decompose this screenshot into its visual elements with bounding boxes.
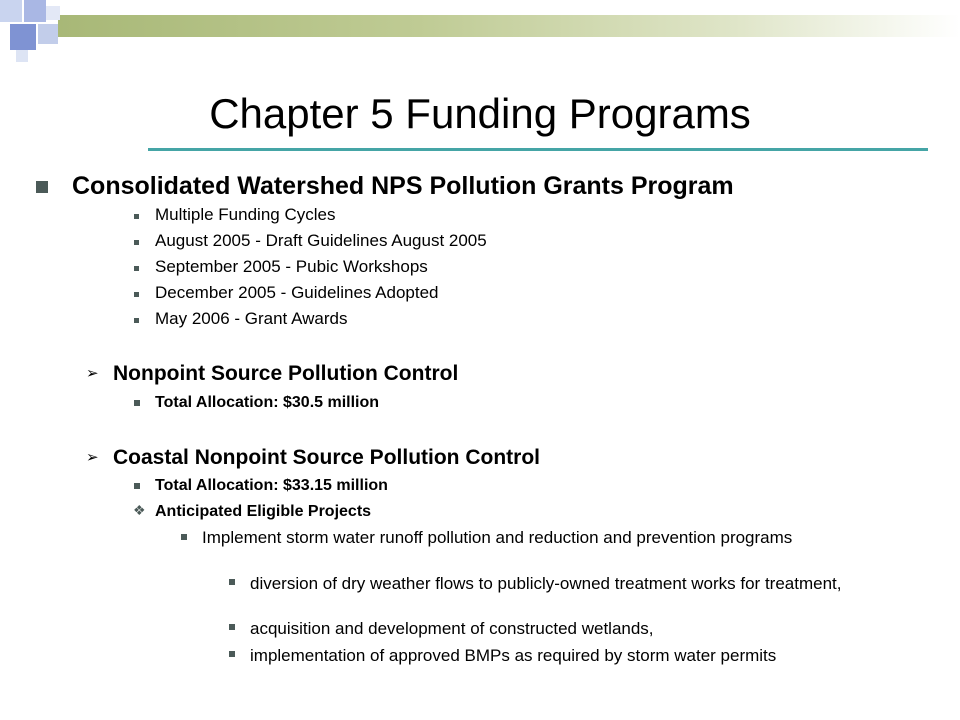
diamond-bullet-icon: ❖ bbox=[133, 502, 146, 518]
project-item: Implement storm water runoff pollution and reduction and prevention programs bbox=[202, 528, 793, 547]
coastal-heading: Coastal Nonpoint Source Pollution Control bbox=[113, 446, 540, 469]
project-sub-item: implementation of approved BMPs as required by storm water permits bbox=[250, 646, 777, 665]
deco-square bbox=[10, 24, 36, 50]
bullet-marker bbox=[229, 651, 235, 657]
cycle-item: May 2006 - Grant Awards bbox=[155, 309, 348, 328]
deco-square bbox=[16, 50, 28, 62]
arrow-bullet-icon: ➢ bbox=[86, 365, 99, 382]
title-underline bbox=[148, 148, 928, 151]
bullet-marker bbox=[134, 214, 139, 219]
bullet-marker bbox=[181, 534, 187, 540]
bullet-marker bbox=[134, 240, 139, 245]
bullet-marker bbox=[134, 318, 139, 323]
deco-square bbox=[0, 0, 22, 22]
main-bullet-marker bbox=[36, 181, 48, 193]
cycle-item: September 2005 - Pubic Workshops bbox=[155, 257, 428, 276]
cycle-item: December 2005 - Guidelines Adopted bbox=[155, 283, 439, 302]
slide-title: Chapter 5 Funding Programs bbox=[209, 90, 751, 137]
cycle-item: August 2005 - Draft Guidelines August 2005 bbox=[155, 231, 487, 250]
nps-heading: Nonpoint Source Pollution Control bbox=[113, 362, 459, 385]
main-bullet-text: Consolidated Watershed NPS Pollution Grants Program bbox=[72, 172, 734, 200]
nps-allocation: Total Allocation: $30.5 million bbox=[155, 394, 380, 411]
deco-square bbox=[38, 24, 58, 44]
bullet-marker bbox=[229, 624, 235, 630]
bullet-marker bbox=[134, 483, 140, 489]
bullet-marker bbox=[229, 579, 235, 585]
project-sub-item: acquisition and development of constructed wetlands, bbox=[250, 619, 654, 638]
cycle-item: Multiple Funding Cycles bbox=[155, 205, 336, 224]
header-gradient-bar bbox=[58, 15, 960, 37]
deco-square bbox=[24, 0, 46, 22]
deco-square bbox=[46, 6, 60, 20]
bullet-marker bbox=[134, 400, 140, 406]
project-sub-item: diversion of dry weather flows to publicly-owned treatment works for treatment, bbox=[250, 574, 842, 593]
header-decoration bbox=[0, 0, 960, 64]
coastal-allocation: Total Allocation: $33.15 million bbox=[155, 477, 388, 494]
arrow-bullet-icon: ➢ bbox=[86, 449, 99, 466]
bullet-marker bbox=[134, 266, 139, 271]
bullet-marker bbox=[134, 292, 139, 297]
eligible-heading: Anticipated Eligible Projects bbox=[155, 503, 372, 520]
